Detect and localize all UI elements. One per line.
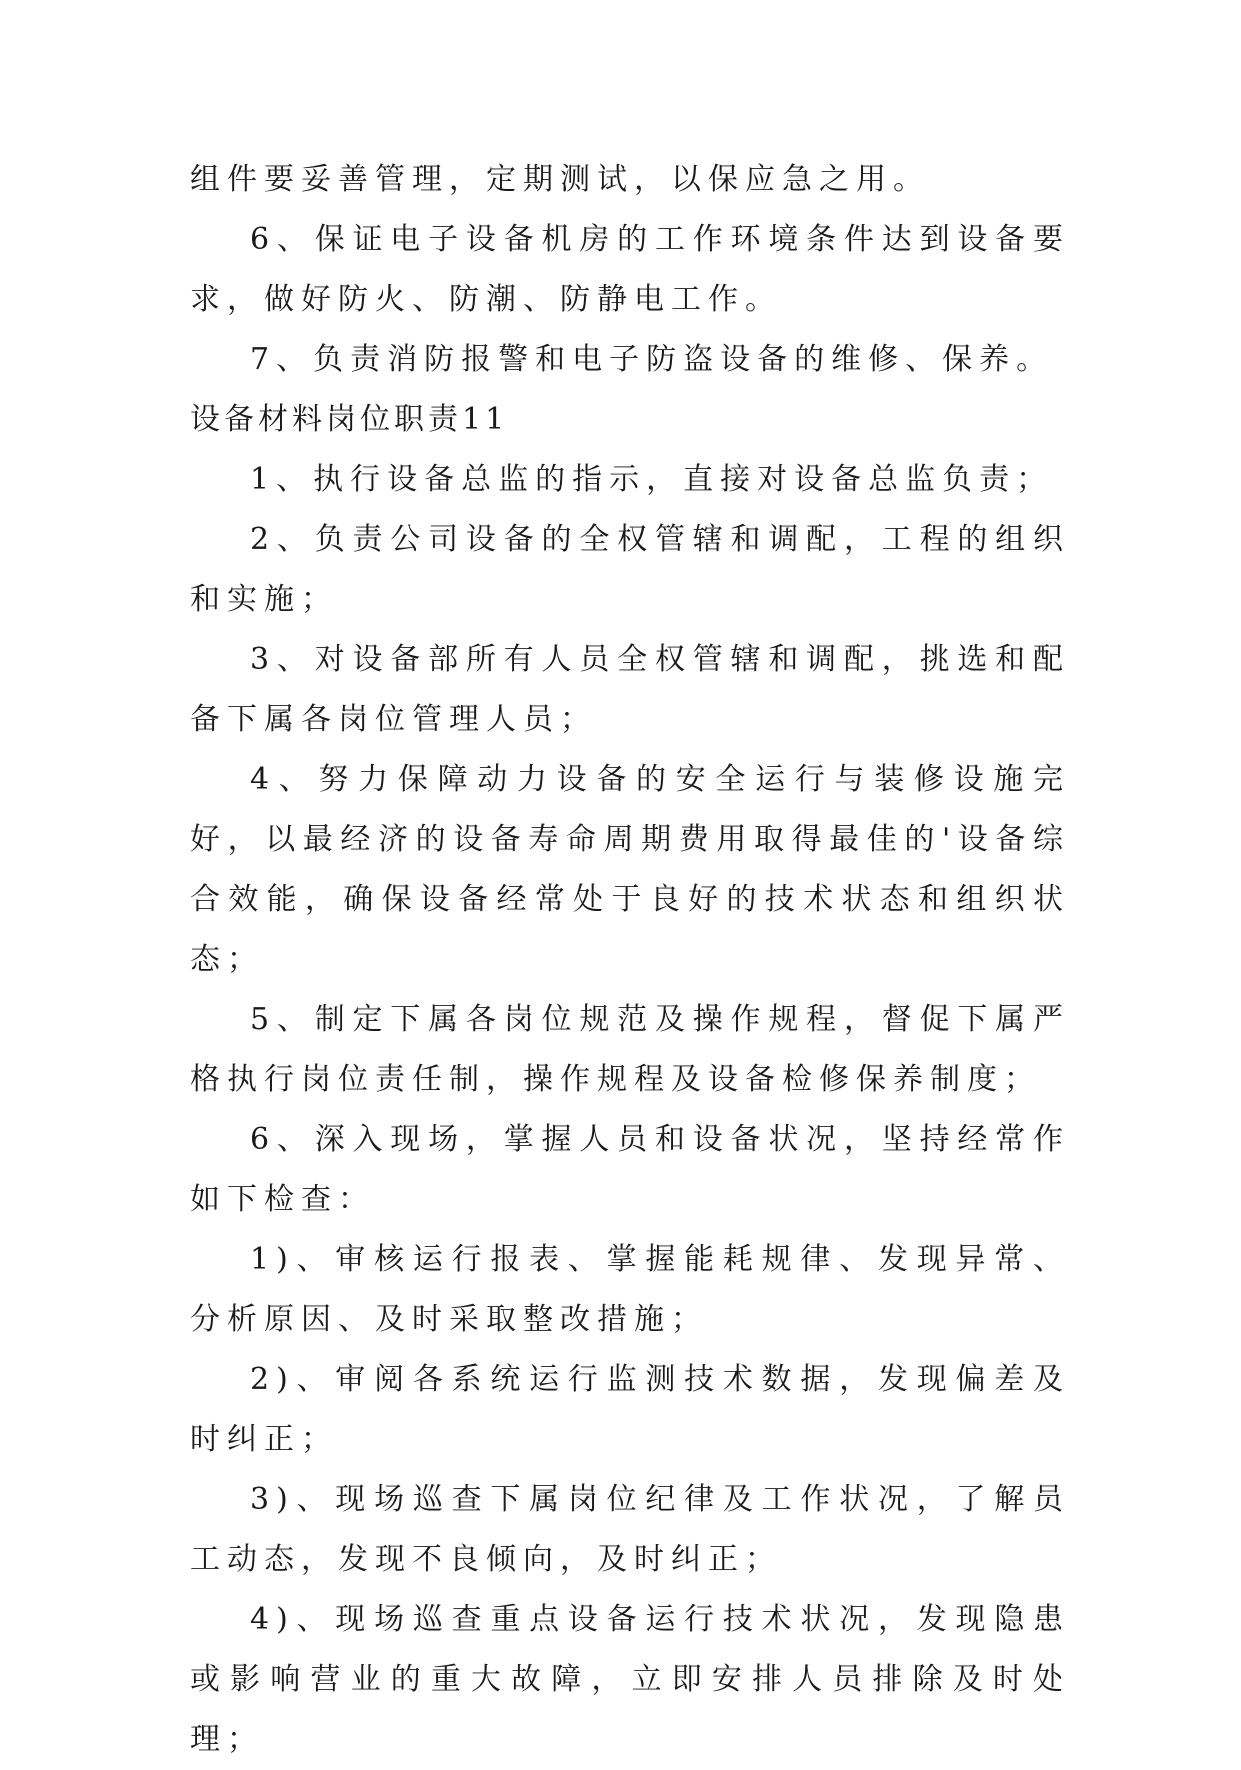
paragraph-item-3: 3、对设备部所有人员全权管辖和调配，挑选和配备下属各岗位管理人员； (190, 642, 1070, 737)
paragraph-item-2: 2、负责公司设备的全权管辖和调配，工程的组织和实施； (190, 522, 1070, 617)
paragraph-subitem-2: 2)、审阅各系统运行监测技术数据，发现偏差及时纠正； (190, 1362, 1070, 1457)
paragraph-subitem-1: 1)、审核运行报表、掌握能耗规律、发现异常、分析原因、及时采取整改措施； (190, 1242, 1070, 1337)
paragraph-item-7-maintenance: 7、负责消防报警和电子防盗设备的维修、保养。 (250, 342, 1054, 377)
paragraph-subitem-3: 3)、现场巡查下属岗位纪律及工作状况，了解员工动态，发现不良倾向，及时纠正； (190, 1482, 1070, 1577)
paragraph-subitem-4: 4)、现场巡查重点设备运行技术状况，发现隐患或影响营业的重大故障，立即安排人员排除及时处理； (190, 1602, 1070, 1757)
paragraph-continuation: 组件要妥善管理，定期测试，以保应急之用。 (190, 162, 930, 197)
paragraph-item-6-environment: 6、保证电子设备机房的工作环境条件达到设备要求，做好防火、防潮、防静电工作。 (190, 222, 1070, 317)
document-body (190, 150, 1070, 1770)
paragraph-item-5: 5、制定下属各岗位规范及操作规程，督促下属严格执行岗位责任制，操作规程及设备检修保养制度； (190, 1002, 1070, 1097)
section-heading: 设备材料岗位职责11 (190, 402, 509, 437)
paragraph-item-1: 1、执行设备总监的指示，直接对设备总监负责； (250, 462, 1054, 497)
paragraph-item-4: 4、努力保障动力设备的安全运行与装修设施完好，以最经济的设备寿命周期费用取得最佳的'设备综合效能，确保设备经常处于良好的技术状态和组织状态； (190, 762, 1070, 977)
paragraph-item-6: 6、深入现场，掌握人员和设备状况，坚持经常作如下检查： (190, 1122, 1070, 1217)
